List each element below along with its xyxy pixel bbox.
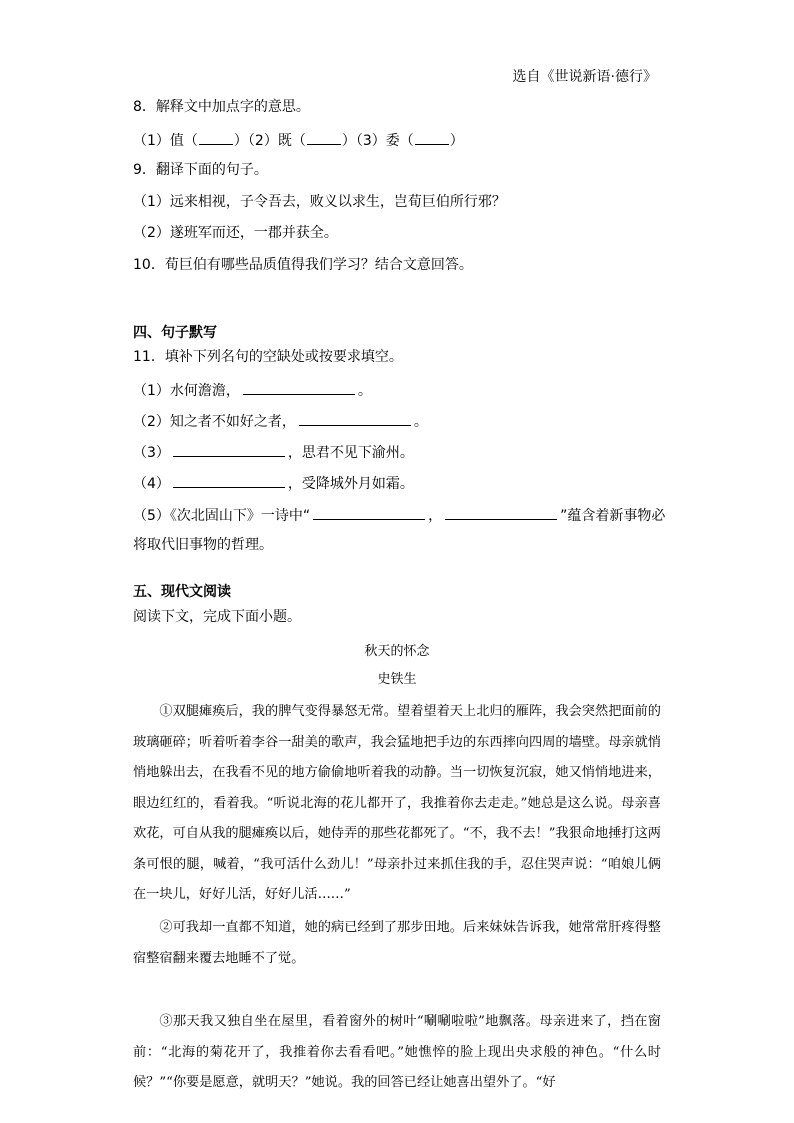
question-11-title: 11．填补下列名句的空缺处或按要求填空。 xyxy=(133,349,403,365)
question-9-sentence-1: （1）远来相视，子令吾去，败义以求生，岂荀巨伯所行邪？ xyxy=(133,194,506,210)
fill-text: ，思君不见下渝州。 xyxy=(287,445,414,461)
fill-item-5-continued: 将取代旧事物的哲理。 xyxy=(133,537,273,553)
fill-text: ，受降城外月如霜。 xyxy=(287,476,414,492)
essay-title: 秋天的怀念 xyxy=(364,644,430,659)
fill-text: ”蕴含着新事物必 xyxy=(560,508,666,524)
fill-text: （3） xyxy=(133,445,170,461)
source-citation: 选自《世说新语·德行》 xyxy=(512,69,657,85)
q8-part-4: ） xyxy=(449,133,464,149)
q8-part-2: ）（2）既（ xyxy=(233,133,306,149)
answer-blank[interactable] xyxy=(445,505,557,520)
fill-text: 。 xyxy=(413,414,428,430)
answer-blank[interactable] xyxy=(313,505,425,520)
question-8-title: 8．解释文中加点字的意思。 xyxy=(133,99,310,115)
question-9-sentence-2: （2）遂班军而还，一郡并获全。 xyxy=(133,225,338,241)
fill-item-4 xyxy=(133,473,414,493)
reading-intro: 阅读下文，完成下面小题。 xyxy=(133,609,301,625)
fill-text: （4） xyxy=(133,476,170,492)
answer-blank[interactable] xyxy=(307,130,341,145)
essay-paragraph-3: ③那天我又独自坐在屋里，看着窗外的树叶“唰唰啦啦”地飘落。母亲进来了，挡在窗前：“北海的菊花开了，我推着你去看看吧。”她憔悴的脸上现出央求般的神色。“什么时候？”“你要是愿意，就明天？”她说。我的回答已经让她喜出望外了。“好 xyxy=(133,1014,661,1090)
answer-blank[interactable] xyxy=(243,380,355,395)
answer-blank[interactable] xyxy=(173,442,285,457)
fill-item-3 xyxy=(133,442,414,462)
fill-text: ， xyxy=(428,508,443,524)
question-10: 10．荀巨伯有哪些品质值得我们学习？结合文意回答。 xyxy=(133,257,473,273)
essay-author: 史铁生 xyxy=(377,672,417,687)
fill-text: 。 xyxy=(357,383,372,399)
fill-item-1 xyxy=(133,380,372,400)
fill-text: （2）知之者不如好之者， xyxy=(133,414,296,430)
question-9-title: 9．翻译下面的句子。 xyxy=(133,162,268,178)
section-4-heading: 四、句子默写 xyxy=(133,325,217,341)
question-8-blanks xyxy=(133,130,464,150)
fill-item-5 xyxy=(133,505,665,525)
section-5-heading: 五、现代文阅读 xyxy=(133,584,231,600)
fill-text: （1）水何澹澹， xyxy=(133,383,240,399)
answer-blank[interactable] xyxy=(199,130,233,145)
answer-blank[interactable] xyxy=(173,473,285,488)
fill-text: （5）《次北固山下》一诗中“ xyxy=(133,508,311,524)
q8-part-1: （1）值（ xyxy=(133,133,198,149)
fill-item-2 xyxy=(133,411,428,431)
essay-paragraph-2: ②可我却一直都不知道，她的病已经到了那步田地。后来妹妹告诉我，她常常肝疼得整宿整宿翻来覆去地睡不了觉。 xyxy=(133,920,661,966)
answer-blank[interactable] xyxy=(299,411,411,426)
answer-blank[interactable] xyxy=(415,130,449,145)
essay-paragraph-1: ①双腿瘫痪后，我的脾气变得暴怒无常。望着望着天上北归的雁阵，我会突然把面前的玻璃砸碎；听着听着李谷一甜美的歌声，我会猛地把手边的东西摔向四周的墙壁。母亲就悄悄地躲出去，在我看不见的地方偷偷地听着我的动静。当一切恢复沉寂，她又悄悄地进来，眼边红红的，看着我。“听说北海的花儿都开了，我推着你去走走。”她总是这么说。母亲喜欢花，可自从我的腿瘫痪以后，她侍弄的那些花都死了。“不，我不去！”我狠命地捶打这两条可恨的腿，喊着，“我可活什么劲儿！”母亲扑过来抓住我的手，忍住哭声说：“咱娘儿俩在一块儿，好好儿活，好好儿活……” xyxy=(133,704,661,902)
q8-part-3: ）（3）委（ xyxy=(341,133,414,149)
